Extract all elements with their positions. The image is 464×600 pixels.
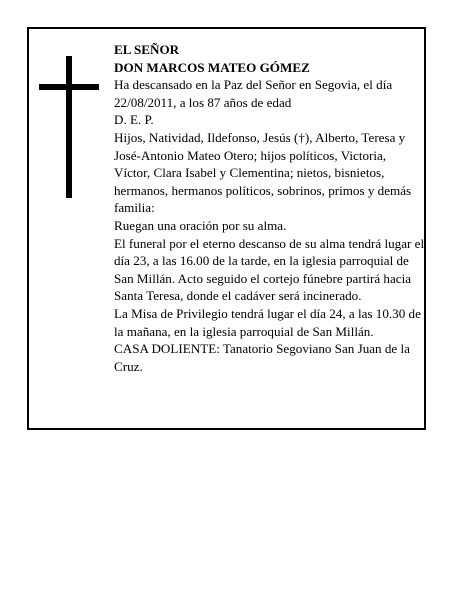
family-list: Hijos, Natividad, Ildefonso, Jesús (†), Alberto, Teresa y José-Antonio Mateo Otero; hijos políticos, Victoria, Víctor, Clara Isabel y Clementina; nietos, bisnietos, hermanos, hermanos políticos, sobrinos, primos y demás familia: (114, 129, 412, 216)
deceased-name: DON MARCOS MATEO GÓMEZ (114, 59, 310, 75)
mass-details: La Misa de Privilegio tendrá lugar el día 24, a las 10.30 de la mañana, en la iglesia parroquial de San Millán. (114, 305, 421, 339)
funeral-details: El funeral por el eterno descanso de su alma tendrá lugar el día 23, a las 16.00 de la tarde, en la iglesia parroquial de San Millán. Acto seguido el cortejo fúnebre partirá hacia Santa Teresa, donde el cadáver será incinerado. (114, 235, 425, 304)
notice-text (114, 41, 425, 375)
cross-vertical-bar (66, 56, 72, 198)
cross-icon (39, 56, 99, 198)
obituary-notice (27, 27, 426, 430)
cross-horizontal-bar (39, 84, 99, 90)
dep-line: D. E. P. (114, 112, 154, 128)
mourning-house: CASA DOLIENTE: Tanatorio Segoviano San Juan de la Cruz. (114, 341, 410, 374)
title-line-1: EL SEÑOR (114, 42, 180, 57)
death-announcement: Ha descansado en la Paz del Señor en Segovia, el día 22/08/2011, a los 87 años de edad (114, 77, 393, 110)
prayer-request: Ruegan una oración por su alma. (114, 217, 287, 233)
